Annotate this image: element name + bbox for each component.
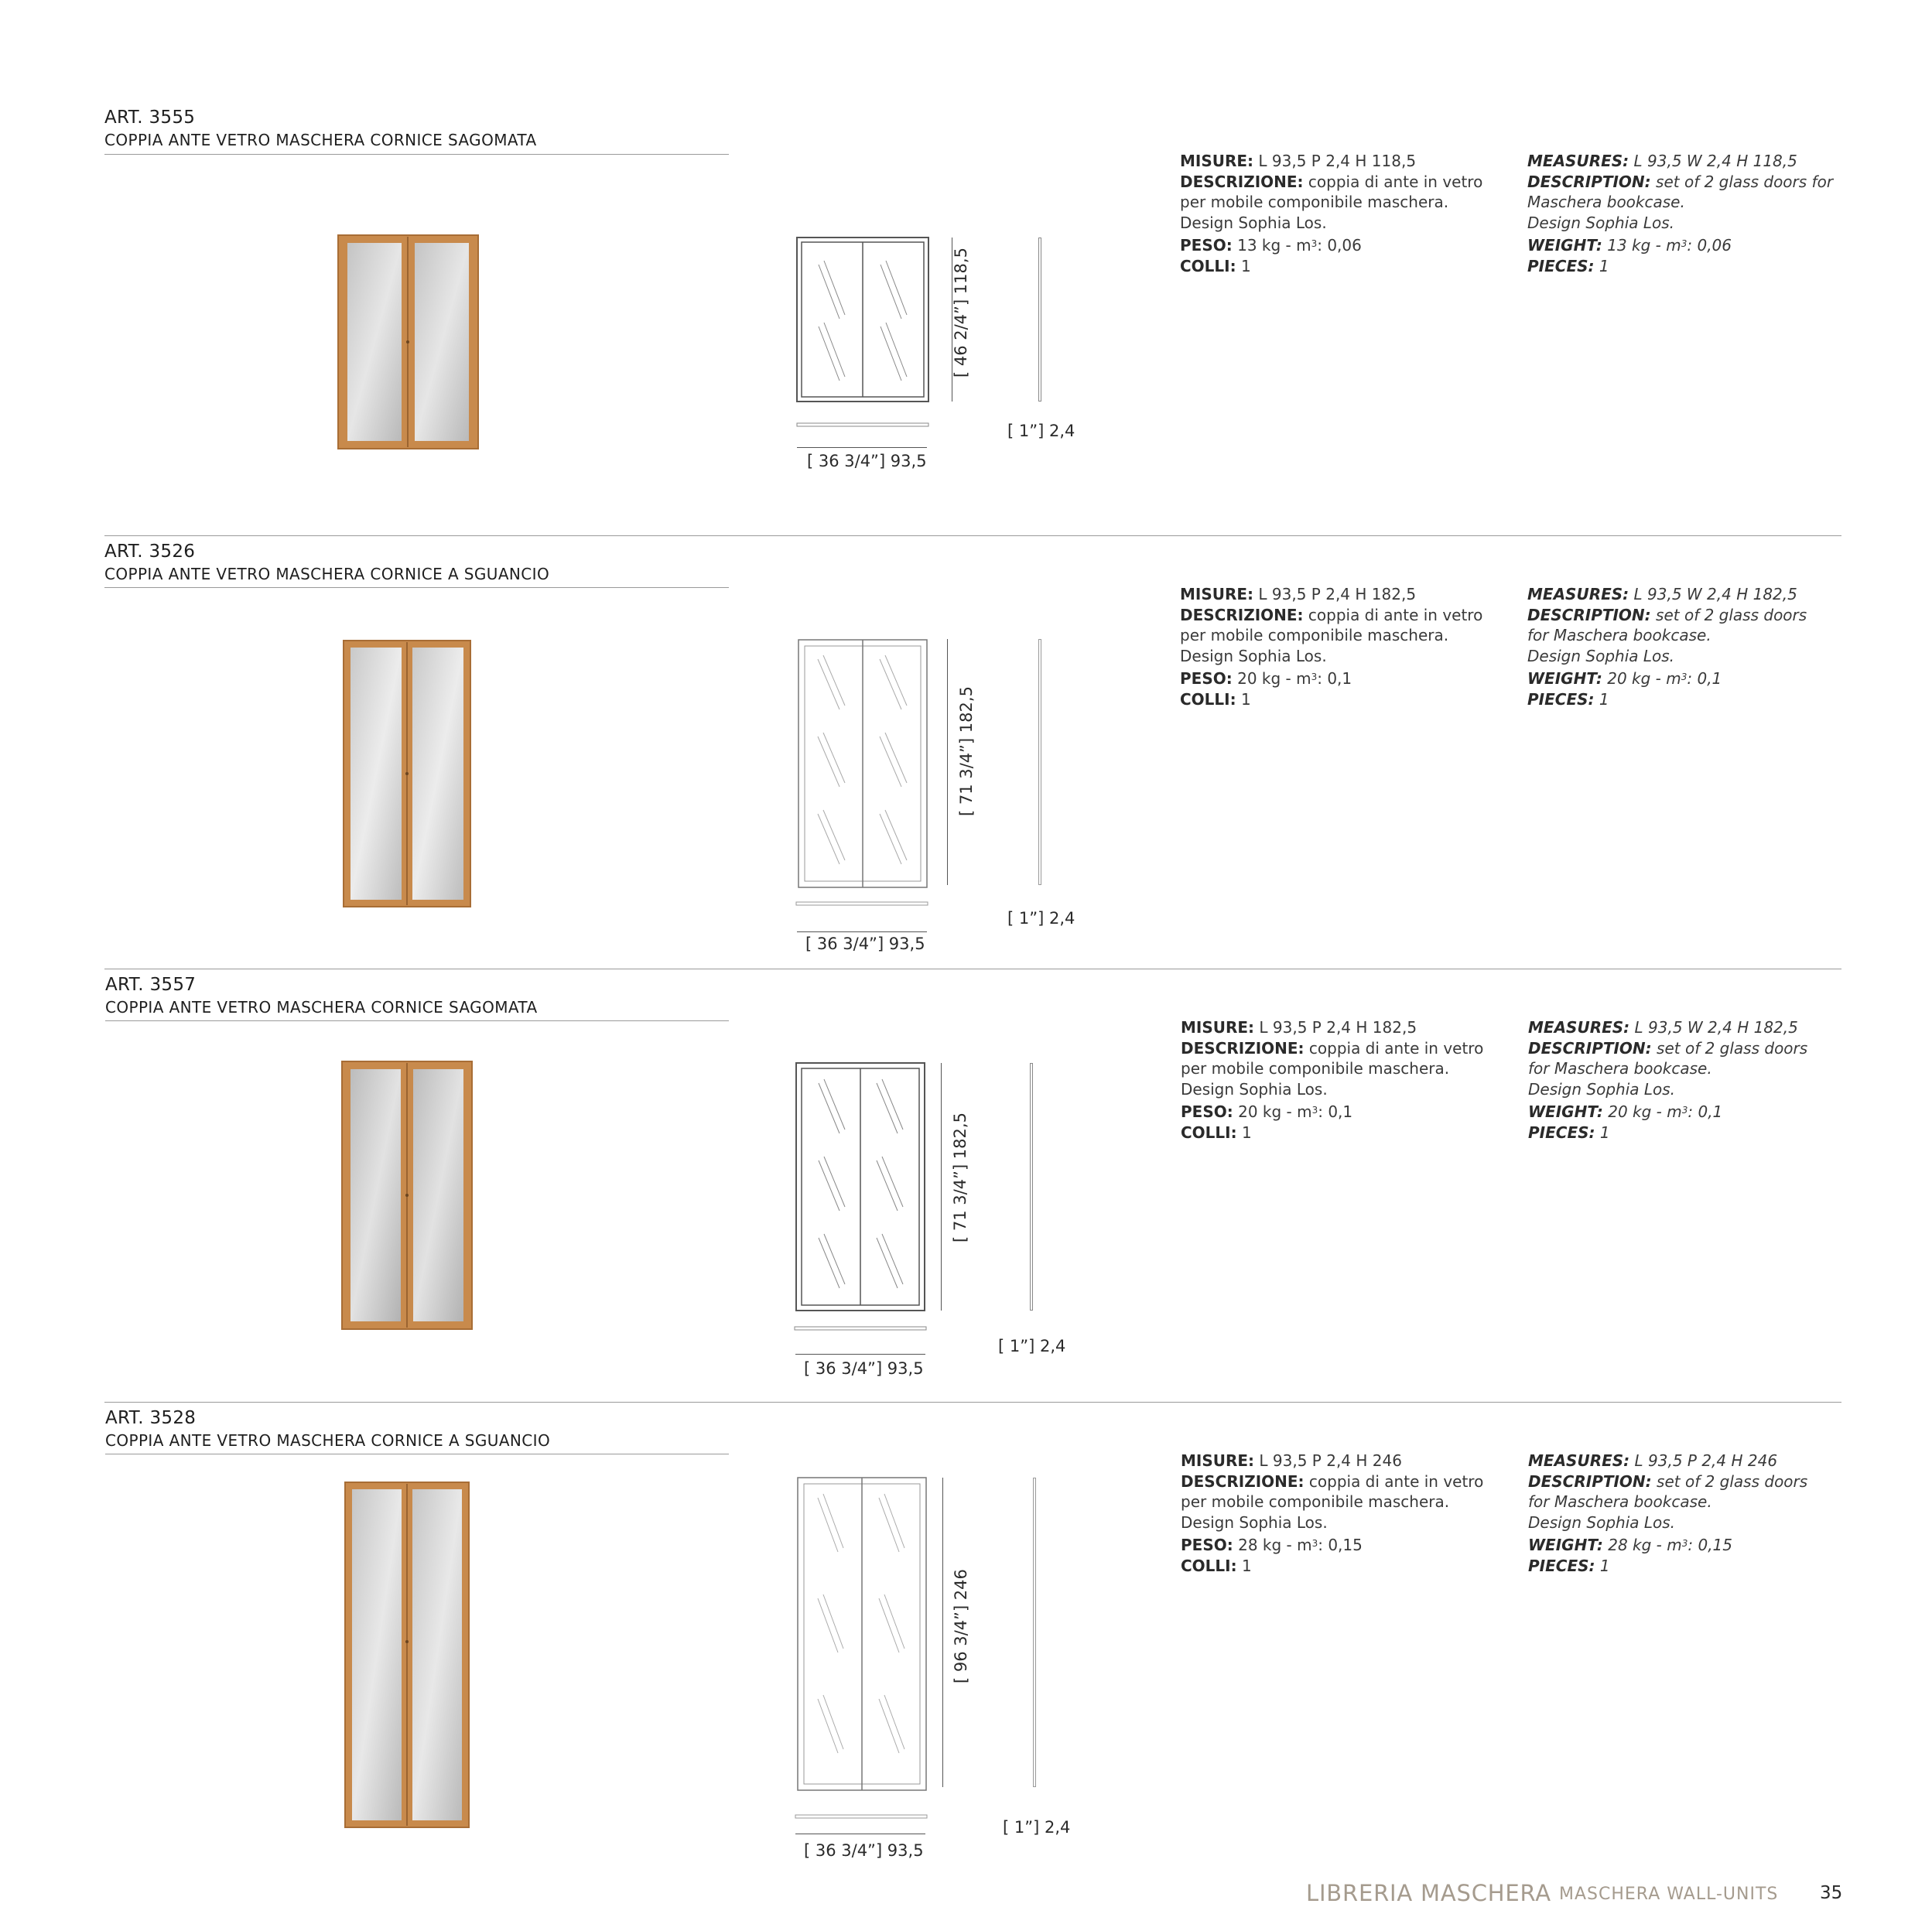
spec-measures: MEASURES: L 93,5 W 2,4 H 182,5 [1528,1018,1798,1037]
spec-weight: WEIGHT: 13 kg - $m^3$: 0,06 [1527,235,1732,255]
spec-designer: Design Sophia Los. [1527,647,1675,666]
spec-description-line: per mobile componibile maschera. [1180,626,1449,645]
spec-measures: MISURE: L 93,5 P 2,4 H 118,5 [1180,152,1417,170]
depth-dimension: [ 1”] 2,4 [1007,909,1075,928]
spec-weight: WEIGHT: 20 kg - $m^3$: 0,1 [1528,1102,1723,1121]
spec-pieces: COLLI: 1 [1180,256,1251,275]
specs-english [1527,584,1807,709]
spec-description-line: Maschera bookcase. [1527,193,1685,212]
spec-weight: PESO: 20 kg - $m^3$: 0,1 [1181,1102,1353,1121]
page-number: 35 [1820,1883,1843,1903]
spec-description: DESCRIZIONE: coppia di ante in vetro [1181,1038,1484,1058]
spec-designer: Design Sophia Los. [1181,1080,1328,1099]
spec-description: DESCRIZIONE: coppia di ante in vetro [1180,172,1483,191]
spec-description-line: per mobile componibile maschera. [1181,1492,1450,1512]
spec-pieces: COLLI: 1 [1181,1556,1252,1575]
spec-measures: MEASURES: L 93,5 W 2,4 H 118,5 [1527,152,1797,170]
collection-name: LIBRERIA MASCHERA [1306,1880,1551,1906]
spec-pieces: PIECES: 1 [1528,1556,1610,1575]
spec-pieces: PIECES: 1 [1528,1123,1610,1142]
height-dimension: [ 71 3/4”] 182,5 [951,1112,969,1242]
article-code: ART. 3557 [105,975,197,995]
article-title: COPPIA ANTE VETRO MASCHERA CORNICE A SGUANCIO [105,1431,551,1450]
spec-description-line: per mobile componibile maschera. [1181,1059,1450,1078]
title-rule [104,587,729,588]
product-photo [344,1481,470,1829]
specs-italian [1181,1017,1483,1143]
spec-description: DESCRIZIONE: coppia di ante in vetro [1181,1471,1484,1491]
spec-measures: MISURE: L 93,5 P 2,4 H 182,5 [1181,1018,1417,1037]
article-code: ART. 3528 [105,1408,197,1428]
spec-measures: MISURE: L 93,5 P 2,4 H 246 [1181,1451,1402,1470]
article-title: COPPIA ANTE VETRO MASCHERA CORNICE SAGOMATA [104,131,537,149]
spec-weight: WEIGHT: 20 kg - $m^3$: 0,1 [1527,668,1722,688]
spec-designer: Design Sophia Los. [1528,1080,1676,1099]
height-dimension-line [941,1063,942,1311]
spec-measures: MEASURES: L 93,5 W 2,4 H 182,5 [1527,585,1797,603]
width-dimension-line [797,447,927,448]
front-view-drawing [795,636,934,908]
side-view-drawing [1038,238,1041,402]
side-view-drawing [1030,1063,1033,1311]
spec-description: DESCRIZIONE: coppia di ante in vetro [1180,605,1483,624]
spec-measures: MISURE: L 93,5 P 2,4 H 182,5 [1180,585,1417,603]
collection-name-english: MASCHERA WALL-UNITS [1559,1885,1779,1904]
spec-description-line: per mobile componibile maschera. [1180,193,1449,212]
width-dimension-line [795,1354,925,1355]
spec-description: DESCRIPTION: set of 2 glass doors [1527,605,1807,624]
depth-dimension: [ 1”] 2,4 [1003,1818,1071,1837]
title-rule [105,1020,729,1021]
spec-description: DESCRIPTION: set of 2 glass doors [1528,1038,1808,1058]
width-dimension: [ 36 3/4”] 93,5 [804,1841,924,1860]
depth-dimension: [ 1”] 2,4 [1007,422,1075,440]
width-dimension: [ 36 3/4”] 93,5 [807,452,927,470]
section-divider [104,535,1841,536]
height-dimension: [ 71 3/4”] 182,5 [957,686,976,816]
spec-pieces: COLLI: 1 [1181,1123,1252,1142]
specs-english [1528,1017,1807,1143]
specs-english [1528,1451,1807,1576]
spec-designer: Design Sophia Los. [1527,214,1675,233]
width-dimension: [ 36 3/4”] 93,5 [804,1359,924,1378]
spec-weight: PESO: 20 kg - $m^3$: 0,1 [1180,668,1352,688]
spec-weight: PESO: 13 kg - $m^3$: 0,06 [1180,235,1362,255]
height-dimension: [ 46 2/4”] 118,5 [952,248,970,378]
side-view-drawing [1038,639,1041,885]
height-dimension-line [947,639,948,885]
width-dimension: [ 36 3/4”] 93,5 [805,935,925,953]
height-dimension: [ 96 3/4”] 246 [952,1569,970,1683]
spec-designer: Design Sophia Los. [1180,647,1327,666]
depth-dimension: [ 1”] 2,4 [998,1337,1066,1355]
spec-pieces: PIECES: 1 [1527,256,1609,275]
spec-description: DESCRIPTION: set of 2 glass doors [1528,1471,1808,1491]
spec-description-line: for Maschera bookcase. [1528,1059,1712,1078]
spec-weight: WEIGHT: 28 kg - $m^3$: 0,15 [1528,1535,1733,1554]
spec-designer: Design Sophia Los. [1181,1513,1328,1533]
specs-italian [1181,1451,1483,1576]
article-code: ART. 3526 [104,542,196,562]
spec-weight: PESO: 28 kg - $m^3$: 0,15 [1181,1535,1363,1554]
spec-designer: Design Sophia Los. [1528,1513,1676,1533]
product-photo [337,234,480,450]
title-rule [104,154,729,155]
front-view-drawing [793,1060,932,1332]
height-dimension-line [942,1478,943,1787]
spec-pieces: PIECES: 1 [1527,689,1609,709]
product-photo [342,639,472,908]
specs-english [1527,151,1833,276]
article-code: ART. 3555 [104,108,196,128]
section-divider [104,1402,1841,1403]
article-title: COPPIA ANTE VETRO MASCHERA CORNICE SAGOMATA [105,998,538,1017]
width-dimension-line [797,931,927,932]
article-title: COPPIA ANTE VETRO MASCHERA CORNICE A SGUANCIO [104,565,550,583]
spec-measures: MEASURES: L 93,5 P 2,4 H 246 [1528,1451,1778,1470]
front-view-drawing [793,1475,932,1824]
specs-italian [1180,584,1482,709]
spec-pieces: COLLI: 1 [1180,689,1251,709]
front-view-drawing [793,234,932,431]
spec-description-line: for Maschera bookcase. [1527,626,1711,645]
spec-description: DESCRIPTION: set of 2 glass doors for [1527,172,1834,191]
specs-italian [1180,151,1482,276]
spec-description-line: for Maschera bookcase. [1528,1492,1712,1512]
side-view-drawing [1033,1478,1036,1787]
spec-designer: Design Sophia Los. [1180,214,1327,233]
product-photo [340,1060,474,1331]
